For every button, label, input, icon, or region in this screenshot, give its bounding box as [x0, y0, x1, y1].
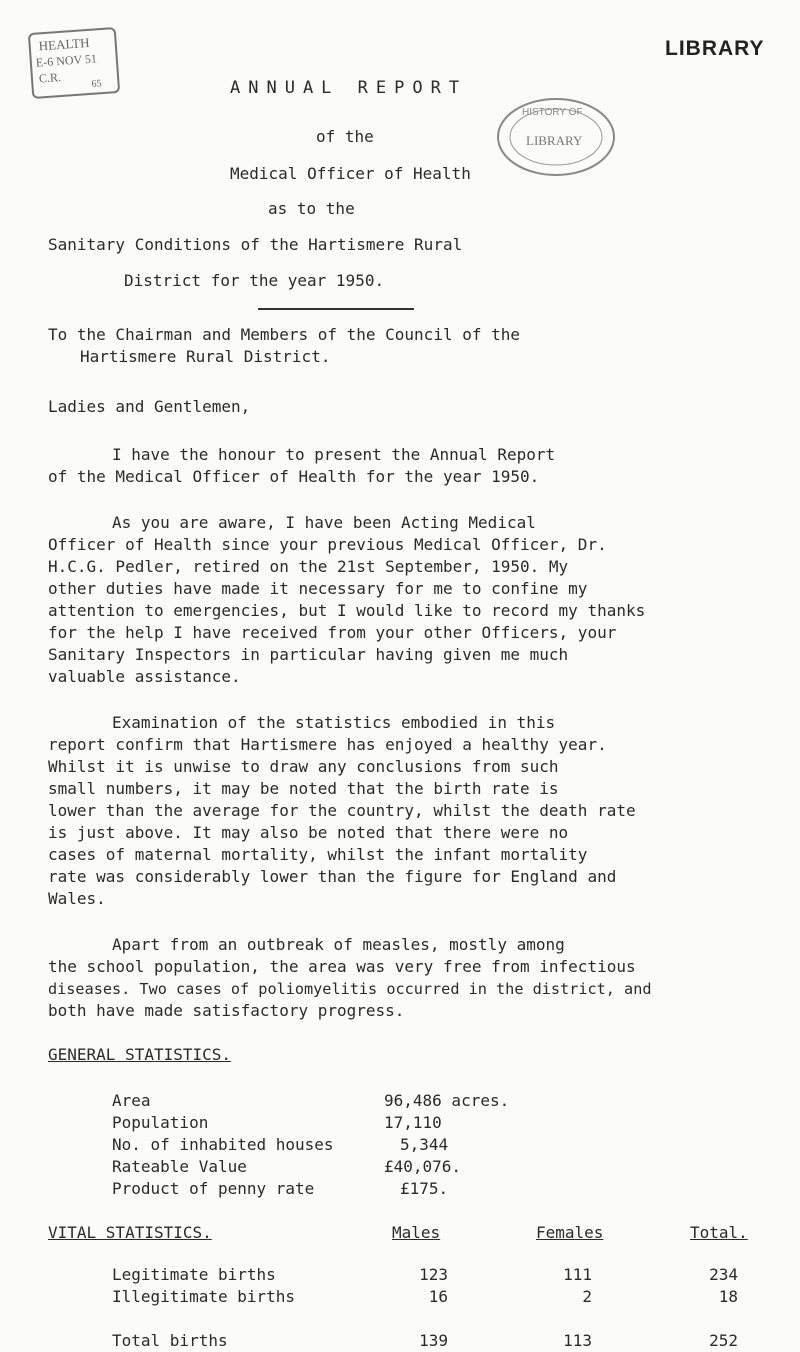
para4-line1: Apart from an outbreak of measles, mostly among: [112, 935, 565, 954]
header-line-3: Medical Officer of Health: [230, 164, 471, 183]
library-stamp-top-text: HISTORY OF: [522, 107, 583, 118]
para2-line7: Sanitary Inspectors in particular having given me much: [48, 645, 569, 664]
vital-row-males: 123: [419, 1265, 448, 1284]
para3-line2: report confirm that Hartismere has enjoyed a healthy year.: [48, 735, 607, 754]
para2-line5: attention to emergencies, but I would like to record my thanks: [48, 601, 646, 620]
address-line-1: To the Chairman and Members of the Council of the: [48, 325, 521, 344]
para3-line1: Examination of the statistics embodied in this: [112, 713, 556, 732]
para2-line8: valuable assistance.: [48, 667, 241, 686]
para2-line1: As you are aware, I have been Acting Medical: [112, 513, 536, 532]
para3-line8: rate was considerably lower than the figure for England and: [48, 867, 617, 886]
report-title: ANNUAL REPORT: [230, 78, 468, 98]
para3-line7: cases of maternal mortality, whilst the infant mortality: [48, 845, 588, 864]
vital-row-label: Legitimate births: [112, 1265, 276, 1284]
received-stamp: [28, 27, 120, 99]
stamp-text-4: 65: [91, 78, 102, 90]
address-line-2: Hartismere Rural District.: [80, 347, 331, 366]
stamp-text-2: E-6 NOV 51: [35, 51, 98, 70]
general-stat-label: Product of penny rate: [112, 1179, 315, 1198]
para4-line4: both have made satisfactory progress.: [48, 1001, 405, 1020]
general-stat-label: Population: [112, 1113, 209, 1132]
stamp-text-1: HEALTH: [38, 34, 90, 54]
para2-line3: H.C.G. Pedler, retired on the 21st September, 1950. My: [48, 557, 569, 576]
para3-line3: Whilst it is unwise to draw any conclusions from such: [48, 757, 559, 776]
vital-row-females: 2: [582, 1287, 592, 1306]
column-header-males: Males: [392, 1223, 441, 1242]
general-stat-value: 96,486 acres.: [384, 1091, 510, 1110]
vital-row-males: 16: [428, 1287, 448, 1306]
header-line-5: Sanitary Conditions of the Hartismere Rural: [48, 235, 463, 254]
column-header-females: Females: [536, 1223, 604, 1242]
vital-row-total: 18: [718, 1287, 738, 1306]
para3-line6: is just above. It may also be noted that there were no: [48, 823, 569, 842]
library-label: LIBRARY: [665, 37, 765, 60]
header-line-6: District for the year 1950.: [124, 271, 385, 290]
header-line-4: as to the: [268, 199, 355, 218]
total-births-females: 113: [563, 1331, 592, 1350]
header-divider: [258, 308, 414, 310]
para4-line2: the school population, the area was very free from infectious: [48, 957, 636, 976]
general-stat-label: Area: [112, 1091, 151, 1110]
vital-row-total: 234: [709, 1265, 738, 1284]
para2-line2: Officer of Health since your previous Medical Officer, Dr.: [48, 535, 607, 554]
para1-line2: of the Medical Officer of Health for the year 1950.: [48, 467, 540, 486]
library-stamp-center-text: LIBRARY: [526, 133, 583, 148]
vital-statistics-heading: VITAL STATISTICS.: [48, 1223, 212, 1242]
stamp-text-3: C.R.: [38, 69, 62, 86]
total-births-males: 139: [419, 1331, 448, 1350]
general-stat-label: Rateable Value: [112, 1157, 247, 1176]
para2-line6: for the help I have received from your other Officers, your: [48, 623, 617, 642]
para2-line4: other duties have made it necessary for me to confine my: [48, 579, 588, 598]
total-births-total: 252: [709, 1331, 738, 1350]
para3-line5: lower than the average for the country, whilst the death rate: [48, 801, 636, 820]
para3-line4: small numbers, it may be noted that the birth rate is: [48, 779, 559, 798]
column-header-total: Total.: [690, 1223, 748, 1242]
para3-line9: Wales.: [48, 889, 106, 908]
general-stat-value: 17,110: [384, 1113, 442, 1132]
vital-row-label: Illegitimate births: [112, 1287, 296, 1306]
general-stat-value: £40,076.: [384, 1157, 462, 1176]
library-stamp: [488, 95, 638, 195]
para1-line1: I have the honour to present the Annual Report: [112, 445, 556, 464]
general-statistics-heading: GENERAL STATISTICS.: [48, 1045, 232, 1064]
header-line-2: of the: [316, 127, 374, 146]
vital-row-females: 111: [563, 1265, 592, 1284]
general-stat-label: No. of inhabited houses: [112, 1135, 334, 1154]
total-births-label: Total births: [112, 1331, 228, 1350]
para4-line3: diseases. Two cases of poliomyelitis occurred in the district, and: [48, 980, 652, 998]
general-stat-value: 5,344: [400, 1135, 449, 1154]
general-stat-value: £175.: [400, 1179, 449, 1198]
salutation: Ladies and Gentlemen,: [48, 397, 251, 416]
